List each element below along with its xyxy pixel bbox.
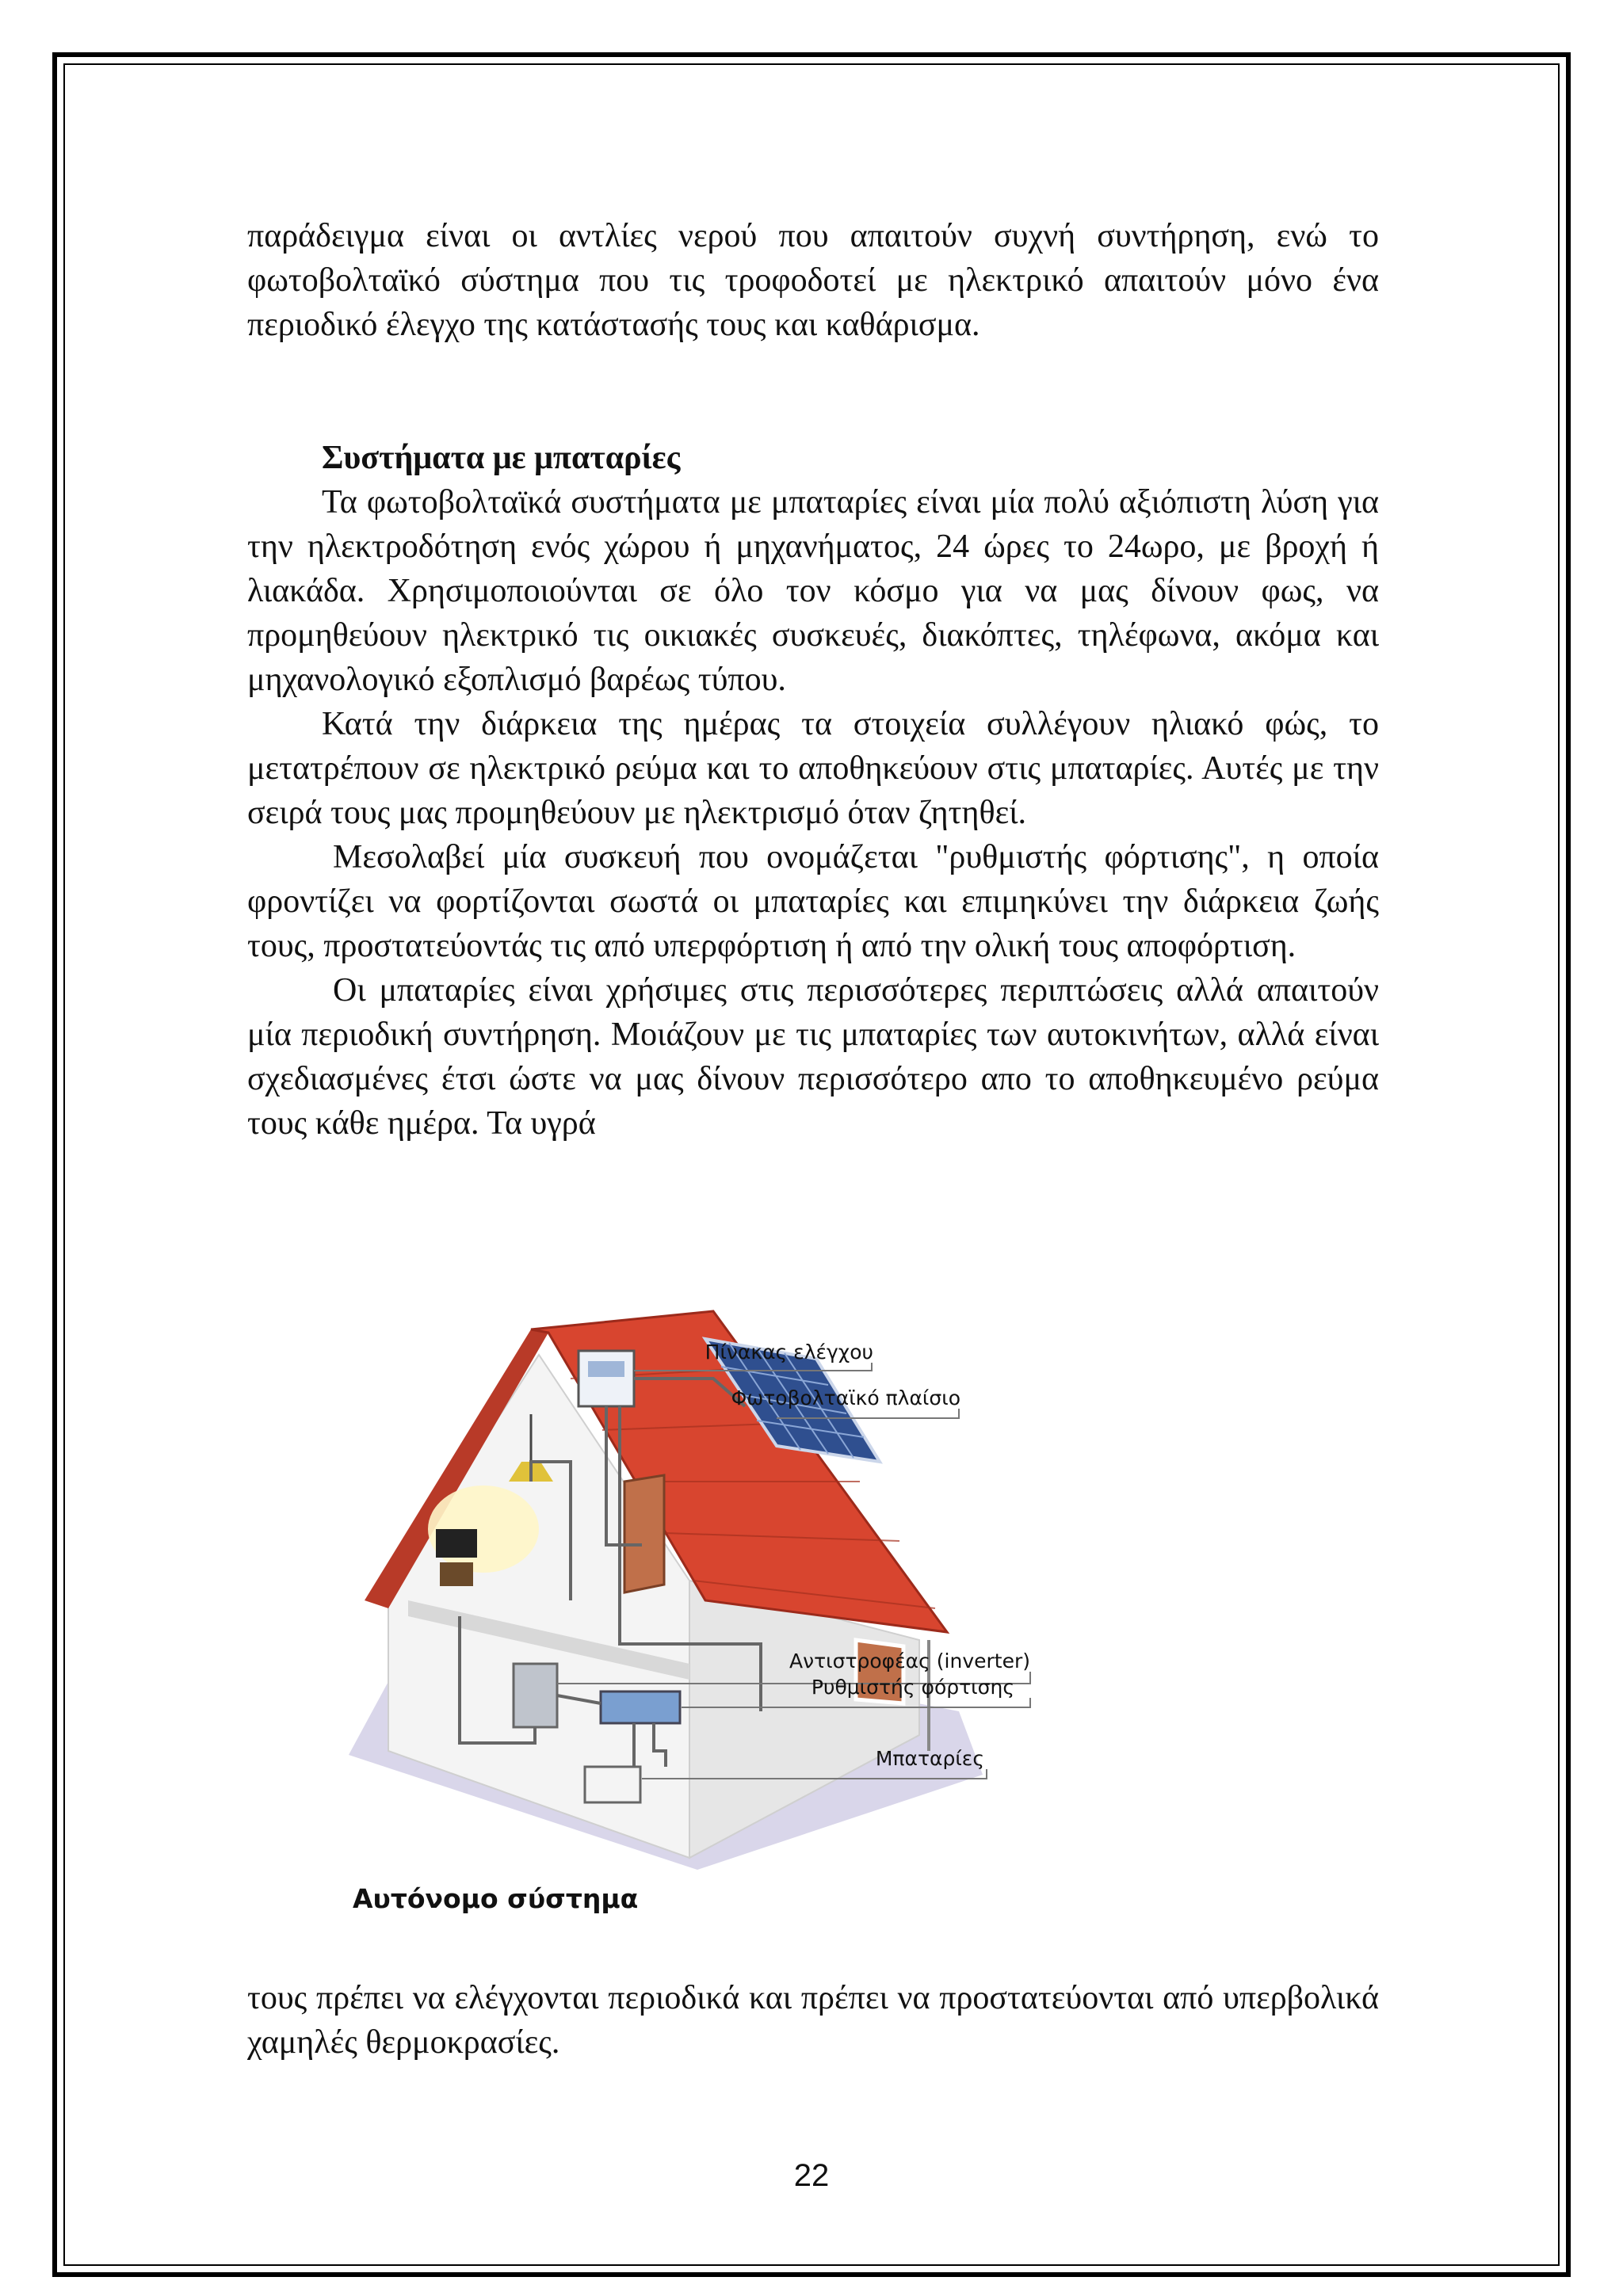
paragraph-text: παράδειγμα είναι οι αντλίες νερού που απαιτούν συχνή συντήρηση, ενώ το φωτοβολταϊκό σύστημα που τις τροφοδοτεί με ηλεκτρικό απαιτούν μόνο ένα περιοδικό έλεγχο της κατάστασής τους και καθάρισμα. [247,218,1379,343]
continued-paragraph [247,214,1379,347]
label-pv-panel: Φωτοβολταϊκό πλαίσιο [731,1386,960,1409]
figure-caption: Αυτόνομο σύστημα [353,1883,639,1914]
inverter-box [514,1664,557,1727]
label-inverter: Αντιστροφέας (inverter) [789,1650,1030,1672]
paragraph-4: Οι μπαταρίες είναι χρήσιμες στις περισσότερες περιπτώσεις αλλά απαιτούν μία περιοδική συντήρηση. Μοιάζουν με τις μπαταρίες των αυτοκινήτων, αλλά είναι σχεδιασμένες έτσι ώστε να μας δίνουν περισσότερο απο το αποθηκευμένο ρεύμα τους κάθε ημέρα. Τα υγρά [247,972,1379,1142]
section-heading: Συστήματα με μπαταρίες [322,440,681,476]
house-illustration [333,1268,1323,1933]
section-batteries [247,436,1379,1146]
standalone-system-diagram [333,1268,1323,1933]
paragraph-2: Κατά την διάρκεια της ημέρας τα στοιχεία συλλέγουν ηλιακό φώς, το μετατρέπουν σε ηλεκτρικό ρεύμα και το αποθηκεύουν στις μπαταρίες. Αυτές με την σειρά τους μας προμηθεύουν με ηλεκτρισμό όταν ζητηθεί. [247,706,1379,831]
tv-icon [436,1529,477,1558]
label-control-panel: Πίνακας ελέγχου [705,1341,873,1363]
page-border-inner [63,63,1560,2266]
label-batteries: Μπαταρίες [875,1747,984,1770]
page-number: 22 [793,2158,830,2193]
control-panel-box [579,1351,634,1406]
door [624,1475,664,1592]
closing-paragraph [247,1976,1379,2065]
paragraph-3: Μεσολαβεί μία συσκευή που ονομάζεται "ρυθμιστής φόρτισης", η οποία φροντίζει να φορτίζονται σωστά οι μπαταρίες και επιμηκύνει την διάρκεια ζωής τους, προστατεύοντάς τις από υπερφόρτιση ή από την ολική τους αποφόρτιση. [247,839,1379,964]
paragraph-1: Τα φωτοβολταϊκά συστήματα με μπαταρίες είναι μία πολύ αξιόπιστη λύση για την ηλεκτροδότηση ενός χώρου ή μηχανήματος, 24 ώρες το 24ωρο, με βροχή ή λιακάδα. Χρησιμοποιούνται σε όλο τον κόσμο για να μας δίνουν φως, να προμηθεύουν ηλεκτρικό τις οικιακές συσκευές, διακόπτες, τηλέφωνα, ακόμα και μηχανολογικό εξοπλισμό βαρέως τύπου. [247,484,1379,698]
label-charge-controller: Ρυθμιστής φόρτισης [811,1676,1014,1699]
battery-box [585,1767,640,1802]
paragraph-text: τους πρέπει να ελέγχονται περιοδικά και πρέπει να προστατεύονται από υπερβολικά χαμηλές θερμοκρασίες. [247,1980,1379,2061]
charge-controller-box [601,1691,680,1723]
